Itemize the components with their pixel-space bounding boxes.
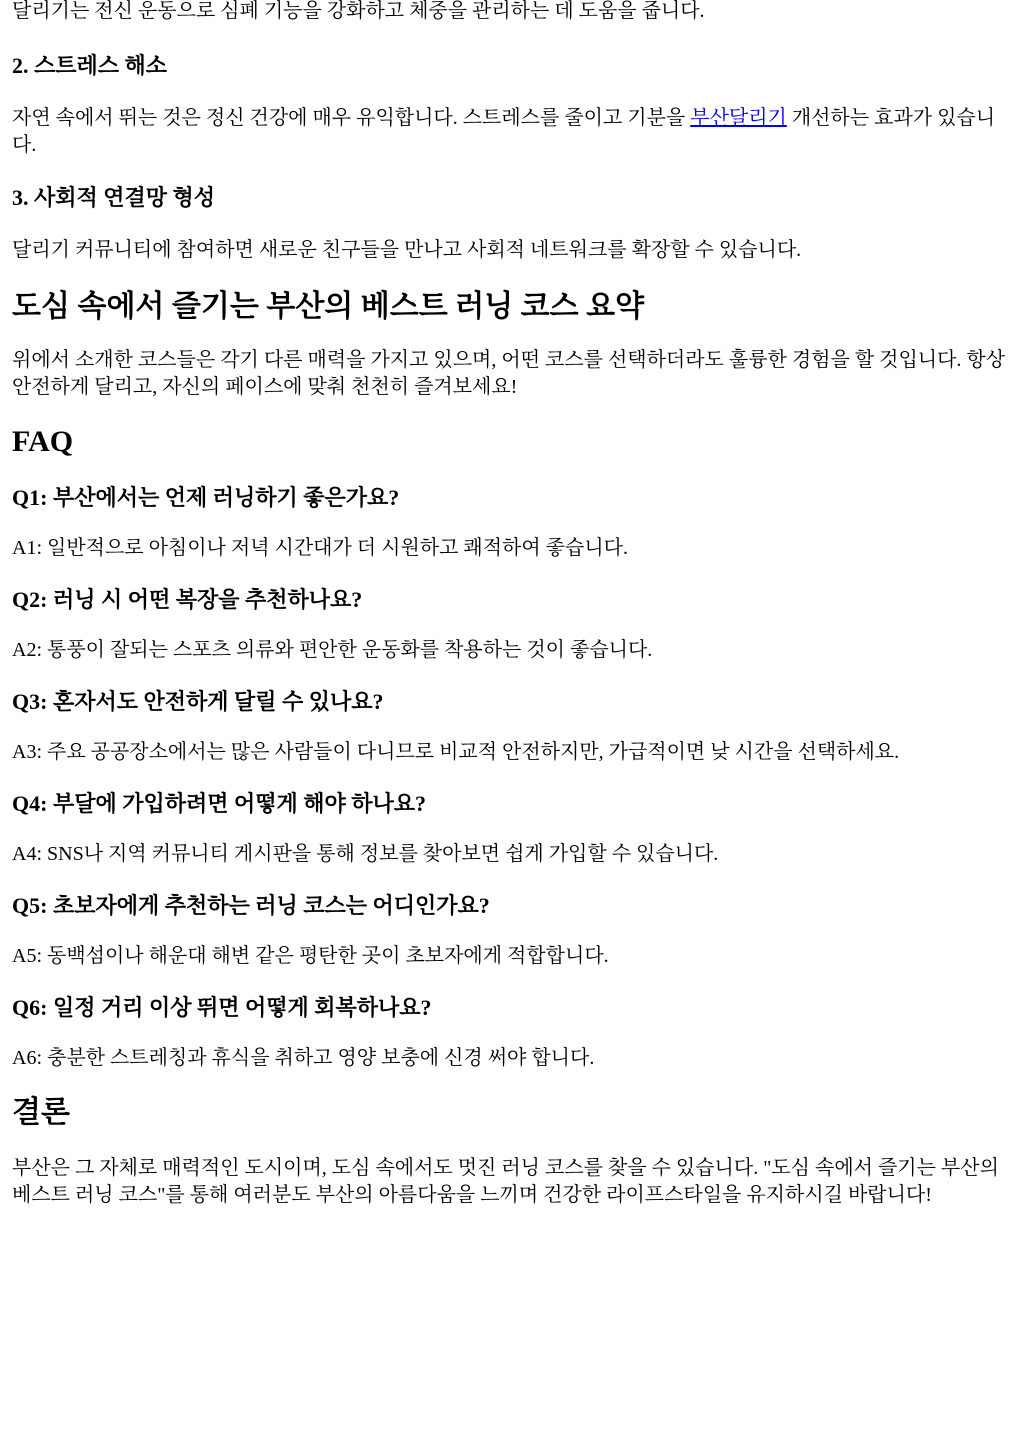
section-paragraph-social-network: 달리기 커뮤니티에 참여하면 새로운 친구들을 만나고 사회적 네트워크를 확장할 수 있습니다. [12, 239, 802, 261]
paragraph-text: 자연 속에서 뛰는 것은 정신 건강에 매우 유익합니다. 스트레스를 줄이고 기분을 [12, 107, 691, 129]
summary-paragraph: 위에서 소개한 코스들은 각기 다른 매력을 가지고 있으며, 어떤 코스를 선택하더라도 훌륭한 경험을 할 것입니다. 항상 안전하게 달리고, 자신의 페이스에 맞춰 천천히 즐겨보세요! [12, 349, 1006, 398]
faq-answer: A6: 충분한 스트레칭과 휴식을 취하고 영양 보충에 신경 써야 합니다. [12, 1047, 595, 1069]
busan-running-link[interactable]: 부산달리기 [690, 107, 787, 129]
conclusion-heading: 결론 [12, 1096, 70, 1129]
faq-question: Q1: 부산에서는 언제 러닝하기 좋은가요? [12, 485, 400, 510]
faq-question: Q5: 초보자에게 추천하는 러닝 코스는 어디인가요? [12, 893, 490, 918]
intro-paragraph: 달리기는 전신 운동으로 심폐 기능을 강화하고 체중을 관리하는 데 도움을 줍니다. [12, 0, 705, 22]
faq-question: Q2: 러닝 시 어떤 복장을 추천하나요? [12, 587, 363, 612]
paragraph-text: 개선하는 효과가 있습니다. [12, 107, 996, 156]
conclusion-paragraph: 부산은 그 자체로 매력적인 도시이며, 도심 속에서도 멋진 러닝 코스를 찾을 수 있습니다. "도심 속에서 즐기는 부산의 베스트 러닝 코스"를 통해 여러분도 부산의 아름다움을 느끼며 건강한 라이프스타일을 유지하시길 바랍니다! [12, 1157, 999, 1206]
faq-answer: A1: 일반적으로 아침이나 저녁 시간대가 더 시원하고 쾌적하여 좋습니다. [12, 537, 628, 559]
faq-answer: A5: 동백섬이나 해운대 해변 같은 평탄한 곳이 초보자에게 적합합니다. [12, 945, 609, 967]
faq-question: Q4: 부달에 가입하려면 어떻게 해야 하나요? [12, 791, 426, 816]
faq-question: Q6: 일정 거리 이상 뛰면 어떻게 회복하나요? [12, 995, 432, 1020]
faq-heading: FAQ [12, 425, 74, 458]
faq-question: Q3: 혼자서도 안전하게 달릴 수 있나요? [12, 689, 384, 714]
section-paragraph-stress-relief [12, 105, 1012, 159]
faq-answer: A3: 주요 공공장소에서는 많은 사람들이 다니므로 비교적 안전하지만, 가급적이면 낮 시간을 선택하세요. [12, 741, 900, 763]
faq-answer: A4: SNS나 지역 커뮤니티 게시판을 통해 정보를 찾아보면 쉽게 가입할 수 있습니다. [12, 843, 719, 865]
section-heading-stress-relief: 2. 스트레스 해소 [12, 53, 168, 78]
section-heading-social-network: 3. 사회적 연결망 형성 [12, 185, 216, 210]
summary-heading: 도심 속에서 즐기는 부산의 베스트 러닝 코스 요약 [12, 290, 645, 323]
faq-answer: A2: 통풍이 잘되는 스포츠 의류와 편안한 운동화를 착용하는 것이 좋습니다. [12, 639, 653, 661]
